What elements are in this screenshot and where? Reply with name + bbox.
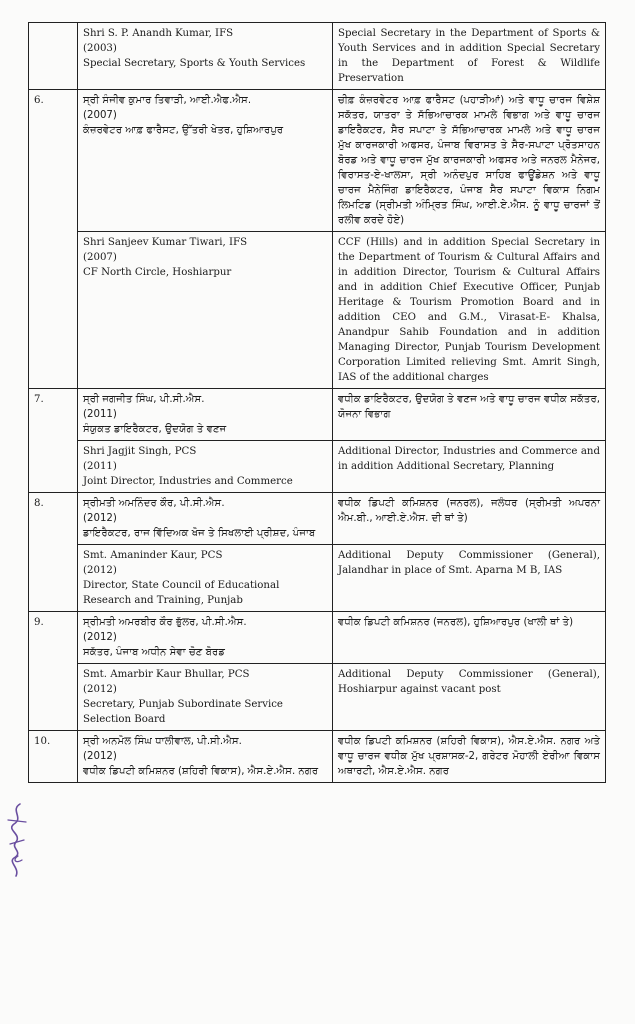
- officer-batch: (2007): [83, 110, 117, 121]
- new-posting-cell: Additional Deputy Commissioner (General), Hoshiarpur against vacant post: [333, 664, 606, 731]
- officer-name: Shri Jagjit Singh, PCS: [83, 446, 197, 457]
- officer-current: ਕੰਜ਼ਰਵੇਟਰ ਆਫ਼ ਫਾਰੈਸਟ, ਉੱਤਰੀ ਖੇਤਰ, ਹੁਸ਼ਿਆਰਪੁਰ: [83, 125, 284, 136]
- officer-batch: (2011): [83, 409, 117, 420]
- officer-name: Smt. Amarbir Kaur Bhullar, PCS: [83, 669, 250, 680]
- officer-batch: (2003): [83, 43, 117, 54]
- table-row: [29, 545, 606, 612]
- officer-name: ਸ੍ਰੀ ਜਗਜੀਤ ਸਿੰਘ, ਪੀ.ਸੀ.ਐਸ.: [83, 394, 205, 405]
- new-posting-cell: Additional Deputy Commissioner (General), Jalandhar in place of Smt. Aparna M B, IAS: [333, 545, 606, 612]
- officer-name: Smt. Amaninder Kaur, PCS: [83, 550, 223, 561]
- officer-batch: (2012): [83, 632, 117, 643]
- serial-number: 7.: [29, 389, 78, 493]
- transfer-orders-table: [28, 22, 606, 783]
- new-posting-cell: ਚੀਫ਼ ਕੰਜ਼ਰਵੇਟਰ ਆਫ਼ ਫਾਰੈਸਟ (ਪਹਾੜੀਆਂ) ਅਤੇ ਵਾਧੂ ਚਾਰਜ ਵਿਸ਼ੇਸ਼ ਸਕੱਤਰ, ਯਾਤਰਾ ਤੇ ਸੱਭਿਆਚਾਰਕ ਮਾਮਲੇ ਵਿਭਾਗ ਅਤੇ ਵਾਧੂ ਚਾਰਜ ਡਾਇਰੈਕਟਰ, ਸੈਰ ਸਪਾਟਾ ਤੇ ਸੱਭਿਆਚਾਰਕ ਮਾਮਲੇ ਅਤੇ ਵਾਧੂ ਚਾਰਜ ਮੁੱਖ ਕਾਰਜਕਾਰੀ ਅਫਸਰ, ਪੰਜਾਬ ਵਿਰਾਸਤ ਤੇ ਸੈਰ-ਸਪਾਟਾ ਪ੍ਰੋਤਸਾਹਨ ਬੋਰਡ ਅਤੇ ਵਾਧੂ ਚਾਰਜ ਮੁੱਖ ਕਾਰਜਕਾਰੀ ਅਫਸਰ ਅਤੇ ਜਨਰਲ ਮੈਨੇਜਰ, ਵਿਰਾਸਤ-ਏ-ਖਾਲਸਾ, ਸ੍ਰੀ ਅਨੰਦਪੁਰ ਸਾਹਿਬ ਫਾਊਂਡੇਸ਼ਨ ਅਤੇ ਵਾਧੂ ਚਾਰਜ ਮੈਨੇਜਿੰਗ ਡਾਇਰੈਕਟਰ, ਪੰਜਾਬ ਸੈਰ ਸਪਾਟਾ ਵਿਕਾਸ ਨਿਗਮ ਲਿਮਟਿਡ (ਸ੍ਰੀਮਤੀ ਅੰਮ੍ਰਿਤ ਸਿੰਘ, ਆਈ.ਏ.ਐਸ. ਨੂੰ ਵਾਧੂ ਚਾਰਜਾਂ ਤੋਂ ਰਲੀਵ ਕਰਦੇ ਹੋਏ): [333, 90, 606, 232]
- officer-current: CF North Circle, Hoshiarpur: [83, 267, 232, 278]
- table-row: [29, 731, 606, 783]
- new-posting-cell: ਵਧੀਕ ਡਾਇਰੈਕਟਰ, ਉਦਯੋਗ ਤੇ ਵਣਜ ਅਤੇ ਵਾਧੂ ਚਾਰਜ ਵਧੀਕ ਸਕੱਤਰ, ਯੋਜਨਾ ਵਿਭਾਗ: [333, 389, 606, 441]
- officer-current: ਵਧੀਕ ਡਿਪਟੀ ਕਮਿਸ਼ਨਰ (ਸ਼ਹਿਰੀ ਵਿਕਾਸ), ਐਸ.ਏ.ਐਸ. ਨਗਰ: [83, 766, 319, 777]
- officer-cell: [78, 441, 333, 493]
- handwritten-signature: [2, 800, 32, 880]
- table-row: [29, 389, 606, 441]
- table-row: [29, 441, 606, 493]
- new-posting-cell: CCF (Hills) and in addition Special Secretary in the Department of Tourism & Cultural Affairs and in addition Director, Tourism & Cultural Affairs and in addition Chief Executive Officer, Punjab Heritage & Tourism Promotion Board and in addition CEO and G.M., Virasat-E- Khalsa, Anandpur Sahib Foundation and in addition Managing Director, Punjab Tourism Development Corporation Limited relieving Smt. Amrit Singh, IAS of the additional charges: [333, 232, 606, 389]
- table-row: [29, 493, 606, 545]
- officer-name: ਸ੍ਰੀ ਸੰਜੀਵ ਕੁਮਾਰ ਤਿਵਾੜੀ, ਆਈ.ਐਫ.ਐਸ.: [83, 95, 252, 106]
- officer-name: Shri S. P. Anandh Kumar, IFS: [83, 28, 234, 39]
- officer-cell: [78, 545, 333, 612]
- officer-batch: (2012): [83, 513, 117, 524]
- officer-batch: (2012): [83, 684, 117, 695]
- officer-current: Special Secretary, Sports & Youth Services: [83, 58, 306, 69]
- officer-current: ਸੰਯੁਕਤ ਡਾਇਰੈਕਟਰ, ਉਦਯੋਗ ਤੇ ਵਣਜ: [83, 424, 227, 435]
- officer-current: Joint Director, Industries and Commerce: [83, 476, 293, 487]
- officer-batch: (2011): [83, 461, 117, 472]
- table-row: [29, 664, 606, 731]
- officer-current: Director, State Council of Educational Research and Training, Punjab: [83, 580, 280, 606]
- serial-number: 8.: [29, 493, 78, 612]
- officer-name: ਸ੍ਰੀਮਤੀ ਅਮਰਬੀਰ ਕੌਰ ਭੁੱਲਰ, ਪੀ.ਸੀ.ਐਸ.: [83, 617, 247, 628]
- new-posting-cell: ਵਧੀਕ ਡਿਪਟੀ ਕਮਿਸ਼ਨਰ (ਜਨਰਲ), ਜਲੰਧਰ (ਸ੍ਰੀਮਤੀ ਅਪਰਨਾ ਐਮ.ਬੀ., ਆਈ.ਏ.ਐਸ. ਦੀ ਥਾਂ ਤੇ): [333, 493, 606, 545]
- table-row: [29, 232, 606, 389]
- officer-cell: [78, 90, 333, 232]
- officer-cell: [78, 232, 333, 389]
- officer-current: ਸਕੱਤਰ, ਪੰਜਾਬ ਅਧੀਨ ਸੇਵਾ ਚੋਣ ਬੋਰਡ: [83, 647, 225, 658]
- officer-cell: [78, 493, 333, 545]
- table-row: [29, 23, 606, 90]
- officer-cell: [78, 612, 333, 664]
- new-posting-cell: ਵਧੀਕ ਡਿਪਟੀ ਕਮਿਸ਼ਨਰ (ਸ਼ਹਿਰੀ ਵਿਕਾਸ), ਐਸ.ਏ.ਐਸ. ਨਗਰ ਅਤੇ ਵਾਧੂ ਚਾਰਜ ਵਧੀਕ ਮੁੱਖ ਪ੍ਰਸ਼ਾਸਕ-2, ਗਰੇਟਰ ਮੋਹਾਲੀ ਏਰੀਆ ਵਿਕਾਸ ਅਥਾਰਟੀ, ਐਸ.ਏ.ਐਸ. ਨਗਰ: [333, 731, 606, 783]
- officer-current: ਡਾਇਰੈਕਟਰ, ਰਾਜ ਵਿੱਦਿਅਕ ਖੋਜ ਤੇ ਸਿਖਲਾਈ ਪ੍ਰੀਸ਼ਦ, ਪੰਜਾਬ: [83, 528, 316, 539]
- officer-cell: [78, 664, 333, 731]
- officer-name: Shri Sanjeev Kumar Tiwari, IFS: [83, 237, 248, 248]
- serial-number: 6.: [29, 90, 78, 389]
- officer-batch: (2012): [83, 751, 117, 762]
- officer-cell: [78, 23, 333, 90]
- table-row: [29, 612, 606, 664]
- officer-name: ਸ੍ਰੀ ਅਨਮੋਲ ਸਿੰਘ ਧਾਲੀਵਾਲ, ਪੀ.ਸੀ.ਐਸ.: [83, 736, 242, 747]
- serial-number: 10.: [29, 731, 78, 783]
- officer-name: ਸ੍ਰੀਮਤੀ ਅਮਨਿੰਦਰ ਕੌਰ, ਪੀ.ਸੀ.ਐਸ.: [83, 498, 225, 509]
- officer-batch: (2012): [83, 565, 117, 576]
- serial-number: [29, 23, 78, 90]
- serial-number: 9.: [29, 612, 78, 731]
- officer-batch: (2007): [83, 252, 117, 263]
- new-posting-cell: Additional Director, Industries and Commerce and in addition Additional Secretary, Planning: [333, 441, 606, 493]
- officer-cell: [78, 731, 333, 783]
- table-row: [29, 90, 606, 232]
- officer-cell: [78, 389, 333, 441]
- new-posting-cell: ਵਧੀਕ ਡਿਪਟੀ ਕਮਿਸ਼ਨਰ (ਜਨਰਲ), ਹੁਸ਼ਿਆਰਪੁਰ (ਖਾਲੀ ਥਾਂ ਤੇ): [333, 612, 606, 664]
- officer-current: Secretary, Punjab Subordinate Service Selection Board: [83, 699, 283, 725]
- new-posting-cell: Special Secretary in the Department of Sports & Youth Services and in addition Special Secretary in the Department of Forest & Wildlife Preservation: [333, 23, 606, 90]
